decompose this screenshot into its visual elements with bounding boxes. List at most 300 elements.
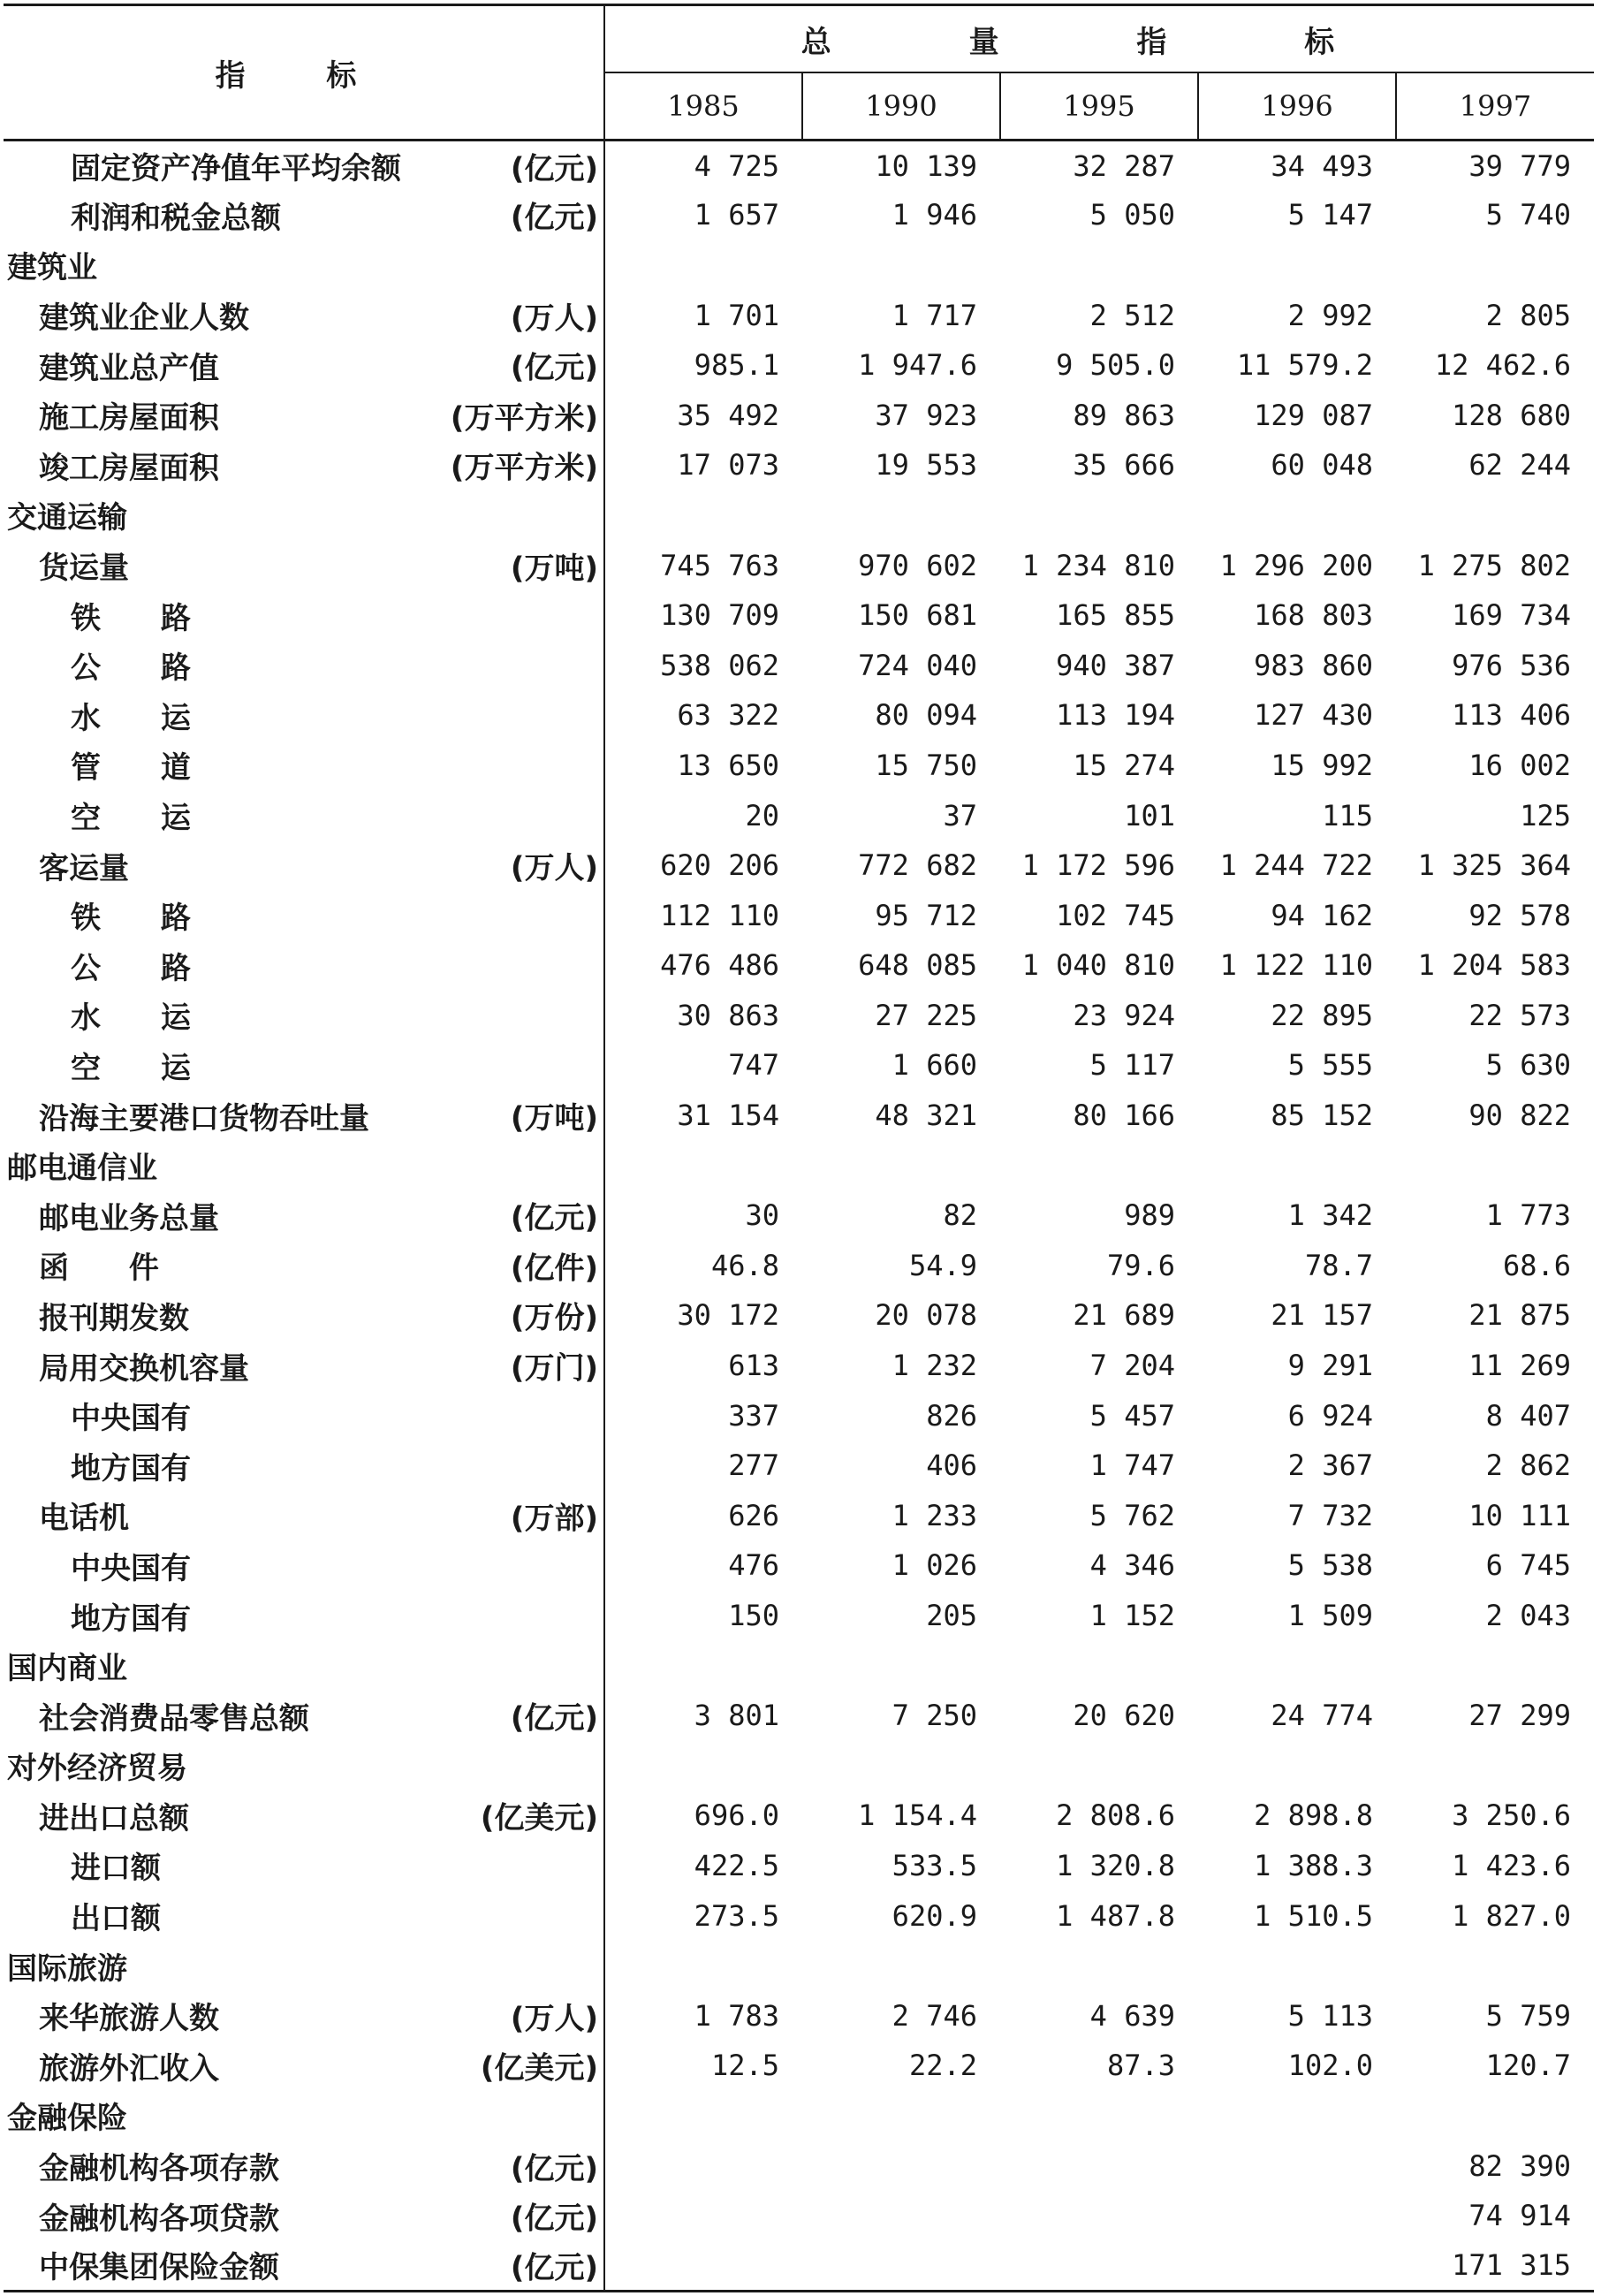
value-cell: 32 287	[1073, 148, 1175, 183]
indicator-label: 空 运	[71, 801, 216, 837]
value-cell: 337	[728, 1398, 779, 1433]
value-cell: 30 863	[677, 998, 779, 1032]
indicator-label: 客运量	[39, 850, 129, 886]
value-cell: 8 407	[1485, 1398, 1571, 1433]
value-cell: 1 701	[694, 298, 779, 332]
value-cell: 7 732	[1287, 1498, 1373, 1532]
value-cell: 5 630	[1485, 1048, 1571, 1083]
value-cell: 168 803	[1254, 598, 1373, 633]
value-cell: 17 073	[677, 448, 779, 483]
value-cell: 772 682	[858, 848, 977, 883]
table-row	[4, 1190, 1594, 1241]
indicator-unit: (万人)	[510, 2001, 598, 2037]
value-cell: 1 510.5	[1254, 1898, 1373, 1933]
indicator-label: 电话机	[39, 1501, 129, 1537]
indicator-label: 报刊期发数	[39, 1300, 189, 1336]
value-cell: 1 423.6	[1452, 1848, 1571, 1882]
indicator-unit: (亿元)	[510, 2151, 598, 2187]
value-cell: 95 712	[875, 898, 977, 932]
indicator-label: 地方国有	[71, 1600, 191, 1637]
value-cell	[1396, 2091, 1594, 2141]
value-cell: 90 822	[1468, 1099, 1571, 1133]
indicator-cell	[4, 1691, 604, 1741]
value-cell: 5 762	[1089, 1498, 1175, 1532]
table-row	[4, 1741, 1594, 1791]
value-cell: 2 992	[1287, 298, 1373, 332]
indicator-label: 竣工房屋面积	[39, 450, 219, 486]
indicator-cell	[4, 1790, 604, 1841]
indicator-unit: (万门)	[510, 1350, 598, 1387]
indicator-label: 进出口总额	[39, 1800, 189, 1836]
value-cell: 30	[745, 1198, 779, 1233]
indicator-cell	[4, 340, 604, 391]
value-cell: 27 225	[875, 998, 977, 1032]
value-cell: 60 048	[1271, 448, 1373, 483]
table-row	[4, 1341, 1594, 1391]
indicator-label: 金融机构各项存款	[39, 2151, 279, 2187]
value-cell: 1 204 583	[1417, 948, 1571, 983]
value-cell: 989	[1124, 1198, 1175, 1233]
value-cell: 11 269	[1468, 1349, 1571, 1383]
indicator-cell	[4, 490, 604, 541]
value-cell: 20 620	[1073, 1699, 1175, 1733]
table-row	[4, 1540, 1594, 1591]
indicator-cell	[4, 1441, 604, 1491]
value-cell: 22.2	[908, 2049, 977, 2083]
value-cell: 1 296 200	[1219, 548, 1373, 582]
value-cell: 20	[745, 798, 779, 832]
value-cell: 15 750	[875, 748, 977, 782]
indicator-label: 来华旅游人数	[39, 2001, 219, 2037]
value-cell: 2 367	[1287, 1448, 1373, 1483]
value-cell: 5 050	[1089, 198, 1175, 232]
indicator-unit: (亿元)	[510, 2250, 598, 2286]
indicator-unit: (亿元)	[510, 200, 598, 236]
table-row	[4, 790, 1594, 840]
value-cell	[802, 1941, 1000, 1991]
table-row	[4, 690, 1594, 741]
value-cell: 11 579.2	[1236, 348, 1373, 383]
value-cell: 1 040 810	[1021, 948, 1175, 983]
indicator-cell	[4, 890, 604, 940]
value-cell: 5 555	[1287, 1048, 1373, 1083]
table-row	[4, 1790, 1594, 1841]
value-cell: 626	[728, 1498, 779, 1532]
value-cell	[1198, 240, 1396, 291]
indicator-unit: (万人)	[510, 850, 598, 886]
value-cell	[1198, 1640, 1396, 1691]
value-cell	[1396, 1941, 1594, 1991]
value-cell	[802, 1741, 1000, 1791]
value-cell: 5 740	[1485, 198, 1571, 232]
table-row	[4, 2041, 1594, 2091]
indicator-label: 邮电业务总量	[39, 1200, 219, 1236]
value-cell: 10 111	[1468, 1498, 1571, 1532]
indicator-cell	[4, 1140, 604, 1190]
value-cell: 1 657	[694, 198, 779, 232]
value-cell: 205	[926, 1599, 977, 1633]
value-cell	[1000, 490, 1198, 541]
value-cell	[802, 240, 1000, 291]
indicator-label: 金融机构各项贷款	[39, 2201, 279, 2237]
indicator-label: 施工房屋面积	[39, 400, 219, 437]
table-row	[4, 991, 1594, 1041]
value-cell: 1 717	[892, 298, 977, 332]
indicator-cell	[4, 2041, 604, 2091]
value-cell: 1 026	[892, 1548, 977, 1583]
value-cell: 35 666	[1073, 448, 1175, 483]
indicator-unit: (万部)	[510, 1501, 598, 1537]
indicator-unit: (万吨)	[510, 551, 598, 587]
value-cell: 169 734	[1452, 598, 1571, 633]
value-cell: 115	[1322, 798, 1373, 832]
table-row	[4, 1691, 1594, 1741]
value-cell: 620 206	[660, 848, 779, 883]
value-cell	[802, 2140, 1000, 2191]
value-cell	[802, 1140, 1000, 1190]
indicator-label: 国内商业	[7, 1651, 127, 1687]
table-row	[4, 1990, 1594, 2041]
value-cell	[1000, 1140, 1198, 1190]
indicator-label: 建筑业总产值	[39, 350, 219, 386]
indicator-label: 对外经济贸易	[7, 1751, 187, 1787]
value-cell: 1 234 810	[1021, 548, 1175, 582]
year-header: 1990	[802, 72, 1000, 141]
value-cell: 620.9	[892, 1898, 977, 1933]
indicator-label: 旅游外汇收入	[39, 2050, 219, 2087]
value-cell: 940 387	[1056, 648, 1175, 682]
value-cell	[1000, 2140, 1198, 2191]
value-cell: 422.5	[694, 1848, 779, 1882]
indicator-cell	[4, 590, 604, 641]
indicator-cell	[4, 141, 604, 191]
indicator-cell	[4, 1890, 604, 1941]
table-row	[4, 1841, 1594, 1891]
value-cell: 1 275 802	[1417, 548, 1571, 582]
value-cell: 113 194	[1056, 698, 1175, 733]
value-cell: 277	[728, 1448, 779, 1483]
value-cell: 273.5	[694, 1898, 779, 1933]
value-cell	[1000, 1640, 1198, 1691]
value-cell	[1198, 2191, 1396, 2241]
table-row	[4, 741, 1594, 791]
indicator-label: 交通运输	[7, 500, 127, 536]
value-cell: 1 320.8	[1056, 1848, 1175, 1882]
value-cell: 120.7	[1485, 2049, 1571, 2083]
indicator-cell	[4, 440, 604, 490]
value-cell: 1 783	[694, 1998, 779, 2033]
indicator-cell	[4, 1540, 604, 1591]
value-cell	[802, 490, 1000, 541]
indicator-unit: (亿元)	[510, 2201, 598, 2237]
value-cell	[1000, 1941, 1198, 1991]
indicator-label: 局用交换机容量	[39, 1350, 249, 1387]
value-cell: 37	[943, 798, 977, 832]
indicator-label: 金融保险	[7, 2101, 127, 2137]
value-cell: 82	[943, 1198, 977, 1233]
indicator-cell	[4, 190, 604, 240]
indicator-cell	[4, 1591, 604, 1641]
value-cell: 74 914	[1468, 2199, 1571, 2233]
value-cell: 745 763	[660, 548, 779, 582]
value-cell: 1 172 596	[1021, 848, 1175, 883]
indicator-unit: (亿元)	[510, 151, 598, 187]
value-cell: 1 154.4	[858, 1798, 977, 1833]
indicator-label: 地方国有	[71, 1450, 191, 1486]
value-cell: 102 745	[1056, 898, 1175, 932]
value-cell: 1 388.3	[1254, 1848, 1373, 1882]
value-cell: 826	[926, 1398, 977, 1433]
value-cell: 34 493	[1271, 148, 1373, 183]
indicator-label: 铁 路	[71, 901, 216, 937]
value-cell	[802, 2240, 1000, 2291]
value-cell: 2 043	[1485, 1599, 1571, 1633]
value-cell: 7 204	[1089, 1349, 1175, 1383]
value-cell	[604, 2240, 802, 2291]
value-cell: 4 725	[694, 148, 779, 183]
indicator-label: 管 道	[71, 750, 216, 787]
value-cell: 1 747	[1089, 1448, 1175, 1483]
value-cell: 476	[728, 1548, 779, 1583]
table-row	[4, 1890, 1594, 1941]
value-cell: 62 244	[1468, 448, 1571, 483]
indicator-cell	[4, 1390, 604, 1441]
value-cell: 78.7	[1304, 1248, 1373, 1282]
value-cell: 5 457	[1089, 1398, 1175, 1433]
value-cell	[1000, 1741, 1198, 1791]
value-cell	[604, 240, 802, 291]
value-cell	[1198, 2091, 1396, 2141]
indicator-cell	[4, 1241, 604, 1291]
table-row	[4, 2091, 1594, 2141]
value-cell	[1198, 2240, 1396, 2291]
indicator-cell	[4, 290, 604, 340]
table-row	[4, 490, 1594, 541]
value-cell: 171 315	[1452, 2247, 1571, 2282]
value-cell: 3 250.6	[1452, 1798, 1571, 1833]
value-cell: 5 117	[1089, 1048, 1175, 1083]
value-cell	[1198, 1741, 1396, 1791]
indicator-cell	[4, 1190, 604, 1241]
value-cell: 130 709	[660, 598, 779, 633]
indicator-cell	[4, 741, 604, 791]
value-cell: 89 863	[1073, 398, 1175, 432]
indicator-unit: (亿元)	[510, 350, 598, 386]
table-row	[4, 1091, 1594, 1141]
indicator-cell	[4, 1841, 604, 1891]
indicator-unit: (万平方米)	[450, 450, 598, 486]
table-row	[4, 2140, 1594, 2191]
value-cell	[604, 1741, 802, 1791]
table-row	[4, 1441, 1594, 1491]
indicator-label: 公 路	[71, 950, 216, 986]
value-cell: 6 745	[1485, 1548, 1571, 1583]
value-cell	[1198, 2140, 1396, 2191]
total-indicators-header: 总 量 指 标	[604, 5, 1594, 73]
value-cell: 2 512	[1089, 298, 1175, 332]
indicator-label: 铁 路	[71, 600, 216, 636]
table-row	[4, 1040, 1594, 1091]
indicator-cell	[4, 991, 604, 1041]
table-row	[4, 190, 1594, 240]
value-cell: 12.5	[710, 2049, 779, 2083]
value-cell: 101	[1124, 798, 1175, 832]
indicator-column-header: 指 标	[4, 5, 604, 141]
year-header: 1997	[1396, 72, 1594, 141]
value-cell: 1 232	[892, 1349, 977, 1383]
value-cell: 1 233	[892, 1498, 977, 1532]
value-cell: 68.6	[1502, 1248, 1571, 1282]
value-cell: 406	[926, 1448, 977, 1483]
value-cell: 2 862	[1485, 1448, 1571, 1483]
value-cell: 747	[728, 1048, 779, 1083]
value-cell: 724 040	[858, 648, 977, 682]
table-row	[4, 890, 1594, 940]
indicator-table	[4, 4, 1594, 2292]
value-cell: 85 152	[1271, 1099, 1373, 1133]
table-row	[4, 1591, 1594, 1641]
indicator-cell	[4, 1640, 604, 1691]
value-cell: 27 299	[1468, 1699, 1571, 1733]
value-cell	[1000, 2091, 1198, 2141]
value-cell: 35 492	[677, 398, 779, 432]
value-cell: 112 110	[660, 898, 779, 932]
table-row	[4, 290, 1594, 340]
table-row	[4, 1290, 1594, 1341]
indicator-cell	[4, 2140, 604, 2191]
value-cell	[802, 2091, 1000, 2141]
indicator-label: 货运量	[39, 551, 129, 587]
indicator-cell	[4, 240, 604, 291]
indicator-label: 中保集团保险金额	[39, 2250, 279, 2286]
value-cell: 22 573	[1468, 998, 1571, 1032]
value-cell: 30 172	[677, 1298, 779, 1333]
year-header: 1985	[604, 72, 802, 141]
value-cell: 13 650	[677, 748, 779, 782]
value-cell	[1198, 1941, 1396, 1991]
table-row	[4, 340, 1594, 391]
indicator-label: 国际旅游	[7, 1950, 127, 1987]
value-cell: 20 078	[875, 1298, 977, 1333]
indicator-cell	[4, 640, 604, 690]
value-cell: 129 087	[1254, 398, 1373, 432]
indicator-label: 中央国有	[71, 1401, 191, 1437]
indicator-label: 沿海主要港口货物吞吐量	[39, 1100, 369, 1137]
indicator-cell	[4, 390, 604, 440]
indicator-cell	[4, 1290, 604, 1341]
table-row	[4, 440, 1594, 490]
table-row	[4, 1640, 1594, 1691]
value-cell: 696.0	[694, 1798, 779, 1833]
value-cell: 125	[1520, 798, 1571, 832]
indicator-label: 利润和税金总额	[71, 200, 281, 236]
indicator-unit: (亿元)	[510, 1200, 598, 1236]
value-cell: 970 602	[858, 548, 977, 582]
value-cell: 1 827.0	[1452, 1898, 1571, 1933]
value-cell	[1396, 240, 1594, 291]
indicator-cell	[4, 1990, 604, 2041]
value-cell: 1 509	[1287, 1599, 1373, 1633]
value-cell: 4 639	[1089, 1998, 1175, 2033]
value-cell: 5 147	[1287, 198, 1373, 232]
value-cell: 82 390	[1468, 2148, 1571, 2183]
indicator-cell	[4, 2191, 604, 2241]
indicator-label: 空 运	[71, 1050, 216, 1086]
statistics-table-page	[4, 4, 1594, 2291]
indicator-label: 水 运	[71, 1000, 216, 1037]
indicator-cell	[4, 940, 604, 991]
indicator-label: 固定资产净值年平均余额	[71, 151, 401, 187]
value-cell	[604, 1640, 802, 1691]
value-cell: 9 291	[1287, 1349, 1373, 1383]
value-cell: 19 553	[875, 448, 977, 483]
value-cell: 613	[728, 1349, 779, 1383]
value-cell: 2 805	[1485, 298, 1571, 332]
value-cell	[1396, 1640, 1594, 1691]
value-cell	[1000, 2240, 1198, 2291]
indicator-cell	[4, 2091, 604, 2141]
indicator-unit: (亿件)	[510, 1251, 598, 1287]
value-cell: 976 536	[1452, 648, 1571, 682]
value-cell	[1000, 2191, 1198, 2241]
value-cell: 5 759	[1485, 1998, 1571, 2033]
value-cell	[1198, 1140, 1396, 1190]
indicator-cell	[4, 690, 604, 741]
value-cell: 165 855	[1056, 598, 1175, 633]
value-cell: 102.0	[1287, 2049, 1373, 2083]
value-cell	[802, 2191, 1000, 2241]
indicator-unit: (万人)	[510, 300, 598, 337]
value-cell: 3 801	[694, 1699, 779, 1733]
table-body	[4, 141, 1594, 2292]
indicator-cell	[4, 540, 604, 590]
table-row	[4, 390, 1594, 440]
value-cell: 15 992	[1271, 748, 1373, 782]
indicator-label: 进口额	[71, 1851, 161, 1887]
indicator-unit: (亿美元)	[480, 1800, 598, 1836]
value-cell: 87.3	[1106, 2049, 1175, 2083]
indicator-label: 邮电通信业	[7, 1151, 157, 1187]
value-cell: 128 680	[1452, 398, 1571, 432]
value-cell: 10 139	[875, 148, 977, 183]
value-cell: 2 808.6	[1056, 1798, 1175, 1833]
table-row	[4, 1241, 1594, 1291]
value-cell: 533.5	[892, 1848, 977, 1882]
value-cell: 48 321	[875, 1099, 977, 1133]
value-cell: 24 774	[1271, 1699, 1373, 1733]
value-cell	[1396, 1140, 1594, 1190]
indicator-label: 社会消费品零售总额	[39, 1700, 309, 1737]
value-cell: 63 322	[677, 698, 779, 733]
indicator-label: 建筑业企业人数	[39, 300, 249, 337]
value-cell: 80 166	[1073, 1099, 1175, 1133]
table-row	[4, 2191, 1594, 2241]
indicator-unit: (万平方米)	[450, 400, 598, 437]
value-cell	[604, 2191, 802, 2241]
value-cell	[604, 2091, 802, 2141]
table-row	[4, 590, 1594, 641]
indicator-label: 水 运	[71, 700, 216, 736]
value-cell: 21 689	[1073, 1298, 1175, 1333]
value-cell: 1 152	[1089, 1599, 1175, 1633]
value-cell: 538 062	[660, 648, 779, 682]
value-cell	[1396, 1741, 1594, 1791]
value-cell	[802, 1640, 1000, 1691]
value-cell: 113 406	[1452, 698, 1571, 733]
value-cell: 1 342	[1287, 1198, 1373, 1233]
value-cell	[604, 1140, 802, 1190]
table-row	[4, 141, 1594, 191]
